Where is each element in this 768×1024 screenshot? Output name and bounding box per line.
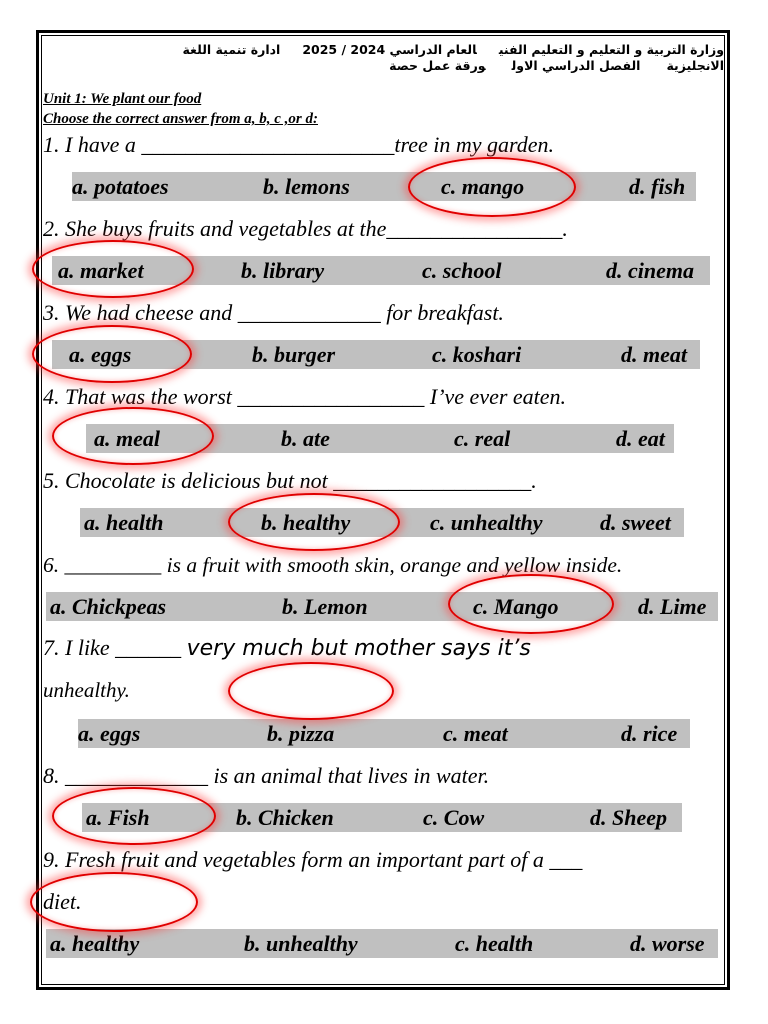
option-9c[interactable]: c. health [455,931,534,956]
options-row-8 [82,803,682,832]
question-3: 3. We had cheese and _____________ for breakfast. [43,300,504,325]
option-2d[interactable]: d. cinema [606,258,694,283]
option-9a[interactable]: a. healthy [50,931,140,956]
option-9d[interactable]: d. worse [630,931,705,956]
option-4d[interactable]: d. eat [616,426,665,451]
header-line-1 [44,42,724,58]
option-6d[interactable]: d. Lime [638,594,707,619]
option-7a[interactable]: a. eggs [78,721,141,746]
option-4a[interactable]: a. meal [94,426,160,451]
option-9b[interactable]: b. unhealthy [244,931,358,956]
question-4: 4. That was the worst _________________ I’ve ever eaten. [43,384,567,409]
question-7-start: 7. I like ______ [43,635,187,660]
option-8b[interactable]: b. Chicken [236,805,334,830]
option-3c[interactable]: c. koshari [432,342,522,367]
question-2: 2. She buys fruits and vegetables at the________________. [43,216,568,241]
header-directorate: ادارة تنمية اللغة [182,42,281,57]
question-1: 1. I have a _______________________tree in my garden. [43,132,555,157]
header-school-year: العام الدراسي 2024 / 2025 [302,42,477,57]
options-row-1 [72,172,696,201]
option-1c[interactable]: c. mango [441,174,525,199]
question-9: 9. Fresh fruit and vegetables form an important part of a ___ [43,847,583,872]
option-8d[interactable]: d. Sheep [590,805,667,830]
question-5: 5. Chocolate is delicious but not __________________. [43,468,537,493]
question-9-end: diet. [43,889,82,914]
options-row-6 [46,592,718,621]
header-term: الفصل الدراسي الاول [511,58,641,73]
option-3b[interactable]: b. burger [252,342,336,367]
header-worksheet: ورقة عمل حصة [389,58,486,73]
option-6c[interactable]: c. Mango [473,594,559,619]
header-line-2 [44,58,724,74]
options-row-4 [86,424,674,453]
instruction: Choose the correct answer from a, b, c ,or d: [43,111,318,127]
option-3a[interactable]: a. eggs [69,342,132,367]
option-7c[interactable]: c. meat [443,721,508,746]
option-1b[interactable]: b. lemons [263,174,350,199]
options-row-5 [80,508,684,537]
question-8: 8. _____________ is an animal that lives in water. [43,763,490,788]
arabic-header [44,42,724,74]
option-8a[interactable]: a. Fish [86,805,150,830]
options-row-9 [46,929,718,958]
question-7-middle: very much but mother says it’s [186,636,531,661]
option-5c[interactable]: c. unhealthy [430,510,543,535]
options-row-2 [52,256,710,285]
question-7-end: unhealthy. [43,678,130,702]
option-7d[interactable]: d. rice [621,721,678,746]
header-subject: الانجليزية [666,58,724,73]
option-8c[interactable]: c. Cow [423,805,485,830]
question-6: 6. _________ is a fruit with smooth skin, orange and yellow inside. [43,553,623,577]
option-2c[interactable]: c. school [422,258,502,283]
option-4c[interactable]: c. real [454,426,511,451]
header-ministry: وزارة التربية و التعليم و التعليم الفني [498,42,724,57]
option-1d[interactable]: d. fish [629,174,686,199]
option-6a[interactable]: a. Chickpeas [50,594,167,619]
option-5d[interactable]: d. sweet [600,510,671,535]
option-2b[interactable]: b. library [241,258,325,283]
option-6b[interactable]: b. Lemon [282,594,368,619]
option-5a[interactable]: a. health [84,510,164,535]
options-row-7 [78,719,690,748]
option-2a[interactable]: a. market [58,258,144,283]
option-5b[interactable]: b. healthy [261,510,351,535]
question-7 [43,634,531,663]
option-7b[interactable]: b. pizza [267,721,335,746]
unit-title: Unit 1: We plant our food [43,91,202,107]
option-4b[interactable]: b. ate [281,426,330,451]
option-1a[interactable]: a. potatoes [72,174,169,199]
option-3d[interactable]: d. meat [621,342,687,367]
options-row-3 [52,340,700,369]
